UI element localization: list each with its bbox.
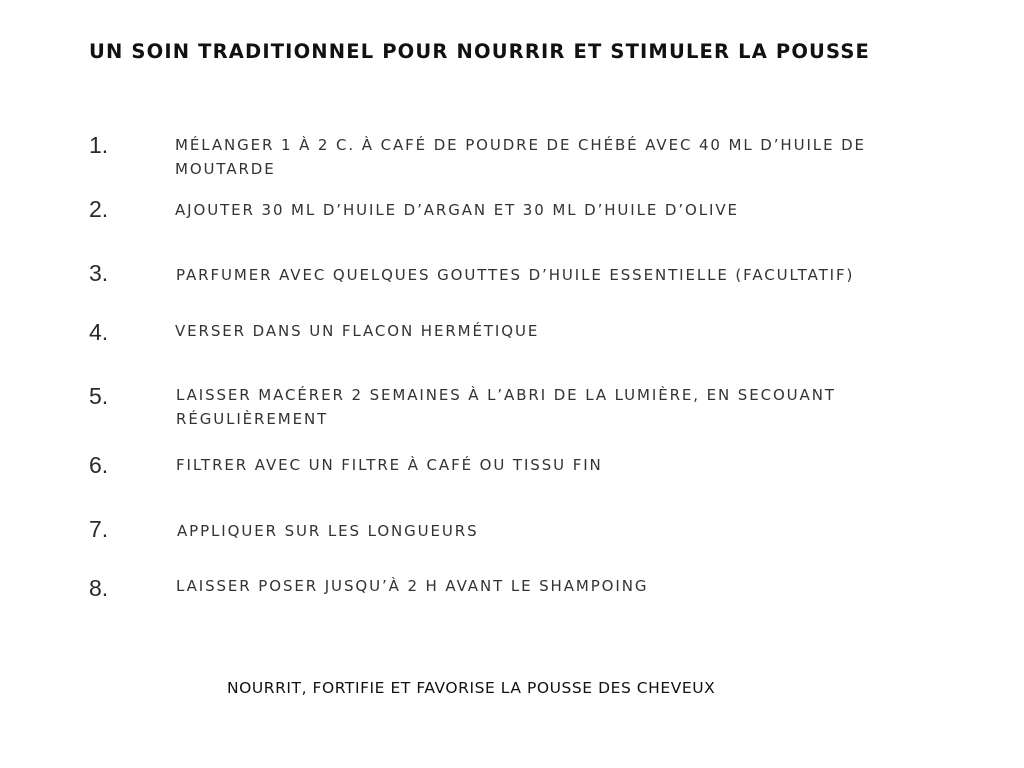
step-number: 6. xyxy=(89,452,109,478)
step-text: FILTRER AVEC UN FILTRE À CAFÉ OU TISSU FIN xyxy=(176,456,603,474)
step-number: 5. xyxy=(89,383,109,409)
step-number: 1. xyxy=(89,132,109,158)
step-text: LAISSER MACÉRER 2 SEMAINES À L’ABRI DE LA LUMIÈRE, EN SECOUANT RÉGULIÈREMENT xyxy=(176,386,836,428)
step-number: 2. xyxy=(89,196,109,222)
step-text: AJOUTER 30 ML D’HUILE D’ARGAN ET 30 ML D’HUILE D’OLIVE xyxy=(175,201,739,219)
step-text: LAISSER POSER JUSQU’À 2 H AVANT LE SHAMPOING xyxy=(176,577,649,595)
step-number: 7. xyxy=(89,516,109,542)
footer-tagline: NOURRIT, FORTIFIE ET FAVORISE LA POUSSE DES CHEVEUX xyxy=(227,679,716,697)
step-number: 4. xyxy=(89,319,109,345)
step-number: 3. xyxy=(89,260,109,286)
page-title: UN SOIN TRADITIONNEL POUR NOURRIR ET STIMULER LA POUSSE xyxy=(89,40,871,63)
step-text: PARFUMER AVEC QUELQUES GOUTTES D’HUILE ESSENTIELLE (FACULTATIF) xyxy=(176,266,855,284)
step-text: APPLIQUER SUR LES LONGUEURS xyxy=(177,522,479,540)
step-text: MÉLANGER 1 À 2 C. À CAFÉ DE POUDRE DE CHÉBÉ AVEC 40 ML D’HUILE DE MOUTARDE xyxy=(175,136,866,178)
step-text: VERSER DANS UN FLACON HERMÉTIQUE xyxy=(175,322,540,340)
step-number: 8. xyxy=(89,575,109,601)
